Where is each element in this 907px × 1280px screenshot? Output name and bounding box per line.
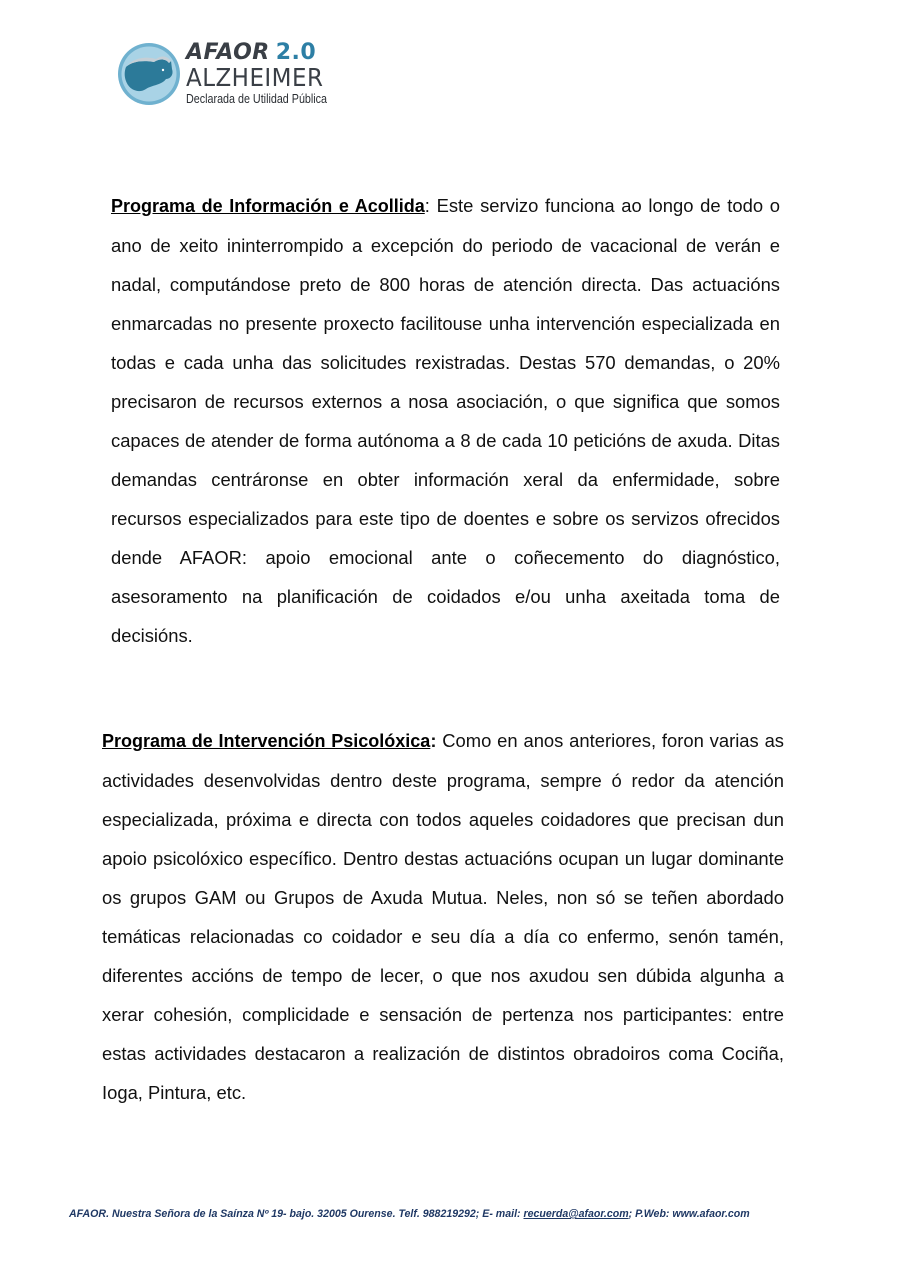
page-footer — [69, 1208, 839, 1220]
footer-address: AFAOR. Nuestra Señora de la Saínza Nº 19- bajo. 32005 Ourense. Telf. 988219292; E- mail: — [69, 1208, 524, 1220]
section-body: Este servizo funciona ao longo de todo o ano de xeito ininterrompido a excepción do periodo de vacacional de verán e nadal, computándose preto de 800 horas de atención directa. Das actuacións enmarcadas no presente proxecto facilitouse unha intervención especializada en todas e cada unha das solicitudes rexistradas. Destas 570 demandas, o 20% precisaron de recursos externos a nosa asociación, o que significa que somos capaces de atender de forma autónoma a 8 de cada 10 peticións de axuda. Ditas demandas centráronse en obter información xeral da enfermidade, sobre recursos especializados para este tipo de doentes e sobre os servizos ofrecidos dende AFAOR: apoio emocional ante o coñecemento do diagnóstico, asesoramento na planificación de coidados e/ou unha axeitada toma de decisións. — [111, 195, 780, 646]
section-body: Como en anos anteriores, foron varias as actividades desenvolvidas dentro deste programa, sempre ó redor da atención especializada, próxima e directa con todos aqueles coidadores que precisan dun apoio psicolóxico específico. Dentro destas actuacións ocupan un lugar dominante os grupos GAM ou Grupos de Axuda Mutua. Neles, non só se teñen abordado temáticas relacionadas co coidador e seu día a día co enfermo, senón tamén, diferentes accións de tempo de lecer, o que nos axudou sen dúbida algunha a xerar cohesión, complicidade e sensación de pertenza nos participantes: entre estas actividades destacaron a realización de distintos obradoiros coma Cociña, Ioga, Pintura, etc. — [102, 730, 784, 1103]
footer-email-link[interactable]: recuerda@afaor.com — [523, 1208, 629, 1220]
afaor-logo — [116, 36, 346, 112]
heading-separator: : — [430, 730, 437, 751]
brain-globe-icon — [116, 41, 182, 107]
section-heading: Programa de Información e Acollida — [111, 196, 425, 216]
section-informacion-acollida — [111, 186, 780, 655]
heading-separator: : — [424, 195, 430, 216]
logo-subtitle: ALZHEIMER — [186, 63, 324, 93]
footer-web: ; P.Web: www.afaor.com — [628, 1208, 750, 1220]
section-intervencion-psicoloxica — [102, 721, 784, 1112]
logo-brand-name: AFAOR — [186, 40, 270, 66]
logo-version: 2.0 — [275, 40, 317, 66]
logo-brand — [186, 42, 350, 64]
section-heading: Programa de Intervención Psicolóxica — [102, 731, 431, 751]
logo-tagline: Declarada de Utilidad Pública — [186, 92, 328, 107]
